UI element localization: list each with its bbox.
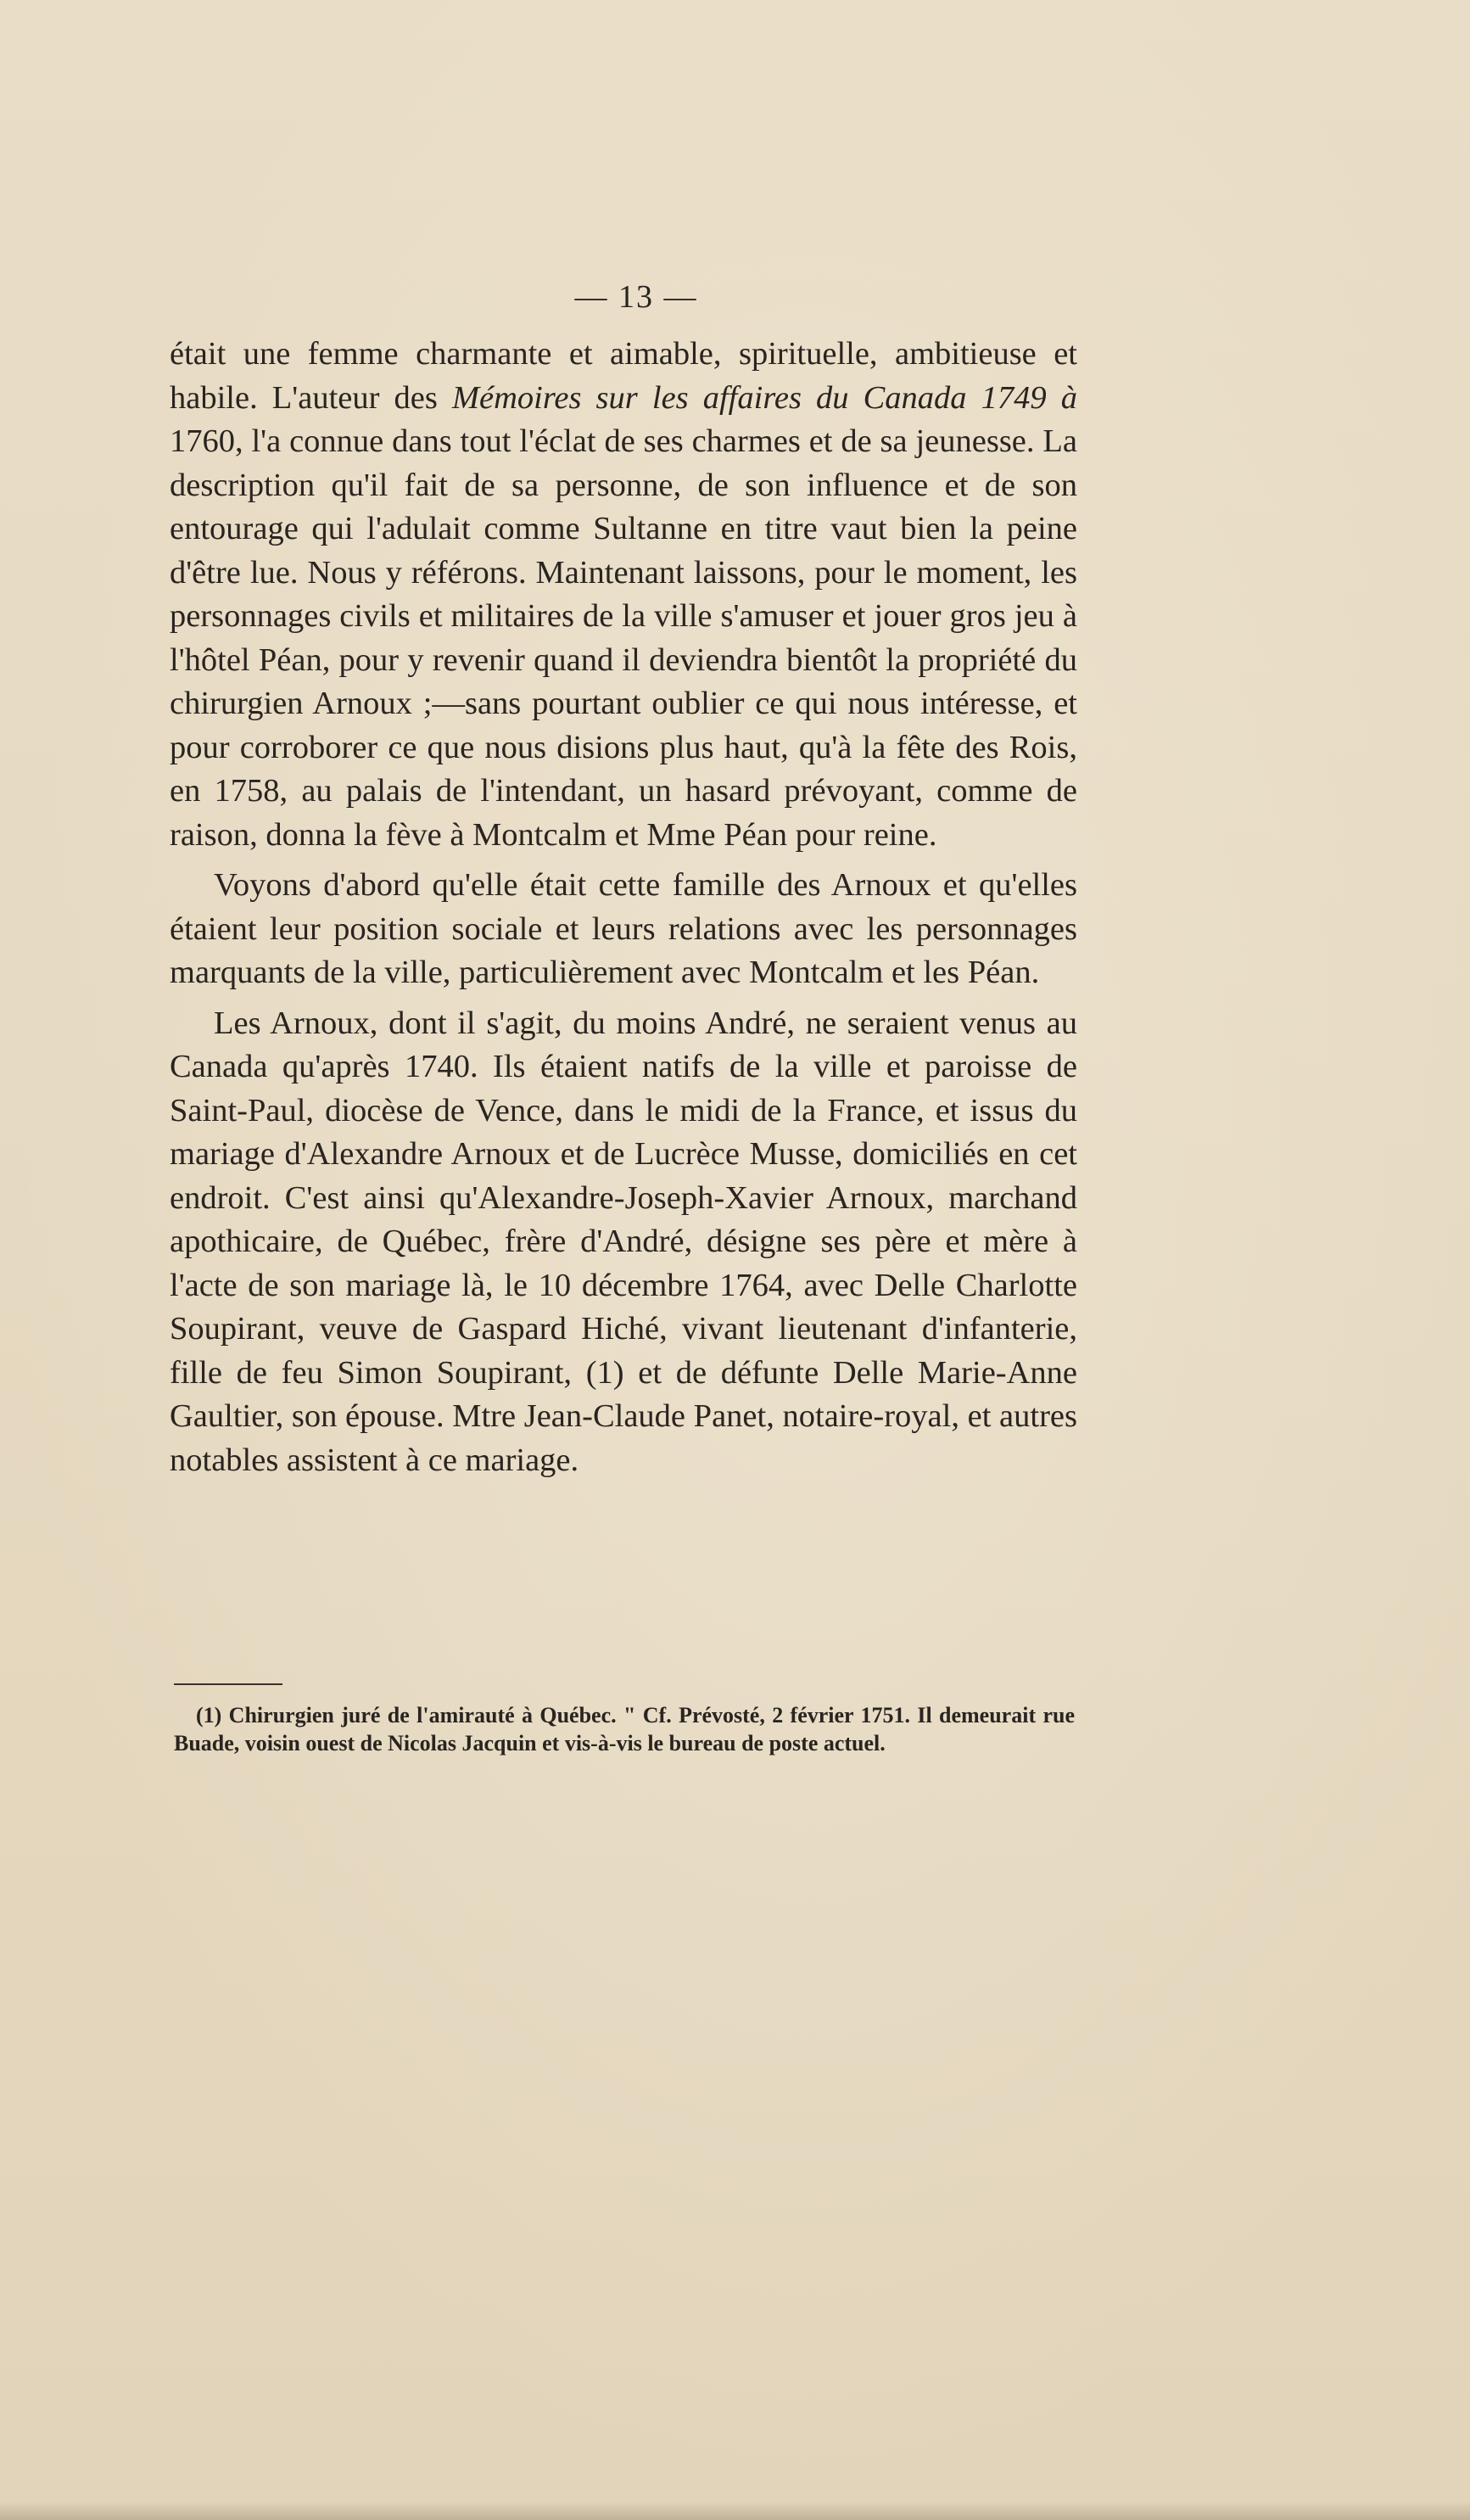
paragraph-3-text: Les Arnoux, dont il s'agit, du moins André, ne seraient venus au Canada qu'après 1740. Ils étaient natifs de la ville et paroisse de Saint-Paul, diocèse de Vence, dans le midi de la France, et issus du mariage d'Alexandre Arnoux et de Lucrèce Musse, domiciliés en cet endroit. C'est ainsi qu'Alexandre-Joseph-Xavier Arnoux, marchand apothicaire, de Québec, frère d'André, désigne ses père et mère à l'acte de son mariage là, le 10 décembre 1764, avec Delle Charlotte Soupirant, veuve de Gaspard Hiché, vivant lieutenant d'infanterie, fille de feu Simon Soupirant, (1) et de défunte Delle Marie-Anne Gaultier, son épouse. Mtre Jean-Claude Panet, notaire-royal, et autres notables assistent à ce mariage. xyxy=(170,1005,1077,1478)
paragraph-1-title-italic: Mémoires sur les affaires du Canada 1749 à xyxy=(451,379,1077,416)
paragraph-1-part-2: 1760, l'a connue dans tout l'éclat de ses charmes et de sa jeunesse. La description qu'il fait de sa personne, de son influence et de son entourage qui l'adulait comme Sultanne en titre vaut bien la peine d'être lue. Nous y référons. Maintenant laissons, pour le moment, les personnages civils et militaires de la ville s'amuser et jouer gros jeu à l'hôtel Péan, pour y revenir quand il deviendra bientôt la propriété du chirurgien Arnoux ;—sans pourtant oublier ce qui nous intéresse, et pour corroborer ce que nous disions plus haut, qu'à la fête des Rois, en 1758, au palais de l'intendant, un hasard prévoyant, comme de raison, donna la fève à Montcalm et Mme Péan pour reine. xyxy=(170,423,1077,853)
paragraph-2 xyxy=(170,864,1077,995)
paragraph-3 xyxy=(170,1002,1077,1483)
footnote-separator xyxy=(174,1683,282,1685)
footnote-text: (1) Chirurgien juré de l'amirauté à Québec. " Cf. Prévosté, 2 février 1751. Il demeurait rue Buade, voisin ouest de Nicolas Jacquin et vis-à-vis le bureau de poste actuel. xyxy=(174,1703,1075,1756)
paragraph-1 xyxy=(170,333,1077,857)
main-text xyxy=(170,333,1077,1482)
page-number: — 13 — xyxy=(574,279,698,315)
paragraph-1-part-1: était une femme charmante et aimable, spirituelle, ambitieuse et habile. L'auteur des xyxy=(170,336,1077,416)
footnote xyxy=(174,1701,1075,1757)
page-bottom-edge xyxy=(0,2501,1470,2520)
paragraph-2-text: Voyons d'abord qu'elle était cette famille des Arnoux et qu'elles étaient leur position sociale et leurs relations avec les personnages marquants de la ville, particulièrement avec Montcalm et les Péan. xyxy=(170,867,1077,990)
